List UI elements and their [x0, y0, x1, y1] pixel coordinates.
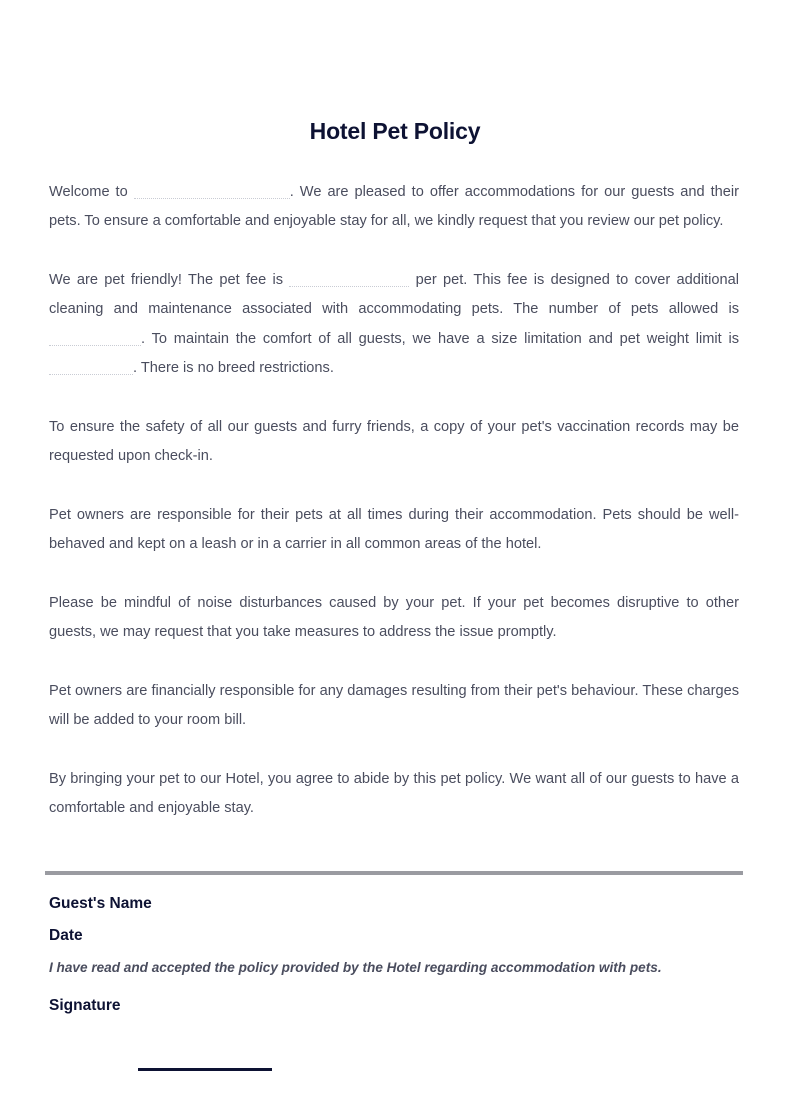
- paragraph-responsibility: Pet owners are responsible for their pets at all times during their accommodation. Pets should be well-behaved and kept on a leash or in a carrier in all common areas of the hotel.: [49, 507, 739, 553]
- welcome-text: Welcome to: [49, 184, 134, 200]
- acceptance-statement: I have read and accepted the policy provided by the Hotel regarding accommodation with pets.: [49, 960, 662, 975]
- pet-fee-text-continued: per pet. This fee is designed to cover additional cleaning and maintenance associated with accommodating pets. The number of pets allowed is: [49, 272, 739, 318]
- welcome-text-continued: . We are pleased to offer accommodations for our guests and their pets. To ensure a comfortable and enjoyable stay for all, we kindly request that you review our pet policy.: [49, 184, 740, 230]
- paragraph-damages: Pet owners are financially responsible for any damages resulting from their pet's behaviour. These charges will be added to your room bill.: [49, 683, 739, 729]
- paragraph-noise: Please be mindful of noise disturbances caused by your pet. If your pet becomes disruptive to other guests, we may request that you take measures to address the issue promptly.: [49, 595, 739, 641]
- paragraph-welcome: [49, 178, 739, 237]
- pets-allowed-blank[interactable]: [49, 331, 141, 346]
- pet-fee-blank[interactable]: [289, 272, 409, 287]
- paragraph-vaccination: To ensure the safety of all our guests and furry friends, a copy of your pet's vaccination records may be requested upon check-in.: [49, 419, 739, 465]
- signature-line[interactable]: [138, 1068, 272, 1071]
- pet-fee-text: We are pet friendly! The pet fee is: [49, 272, 290, 288]
- weight-limit-blank[interactable]: [49, 360, 133, 375]
- guest-name-label: Guest's Name: [49, 895, 152, 912]
- signature-label: Signature: [49, 997, 121, 1014]
- page-title: Hotel Pet Policy: [309, 118, 481, 144]
- paragraph-agreement: By bringing your pet to our Hotel, you agree to abide by this pet policy. We want all of our guests to have a comfortable and enjoyable stay.: [49, 771, 739, 817]
- section-divider: [45, 871, 743, 875]
- breed-text: . There is no breed restrictions.: [133, 359, 334, 376]
- hotel-name-blank[interactable]: [134, 184, 290, 199]
- date-label: Date: [49, 927, 83, 944]
- size-limit-text: . To maintain the comfort of all guests, we have a size limitation and pet weight limit is: [141, 330, 739, 347]
- paragraph-pet-fee: [49, 266, 739, 383]
